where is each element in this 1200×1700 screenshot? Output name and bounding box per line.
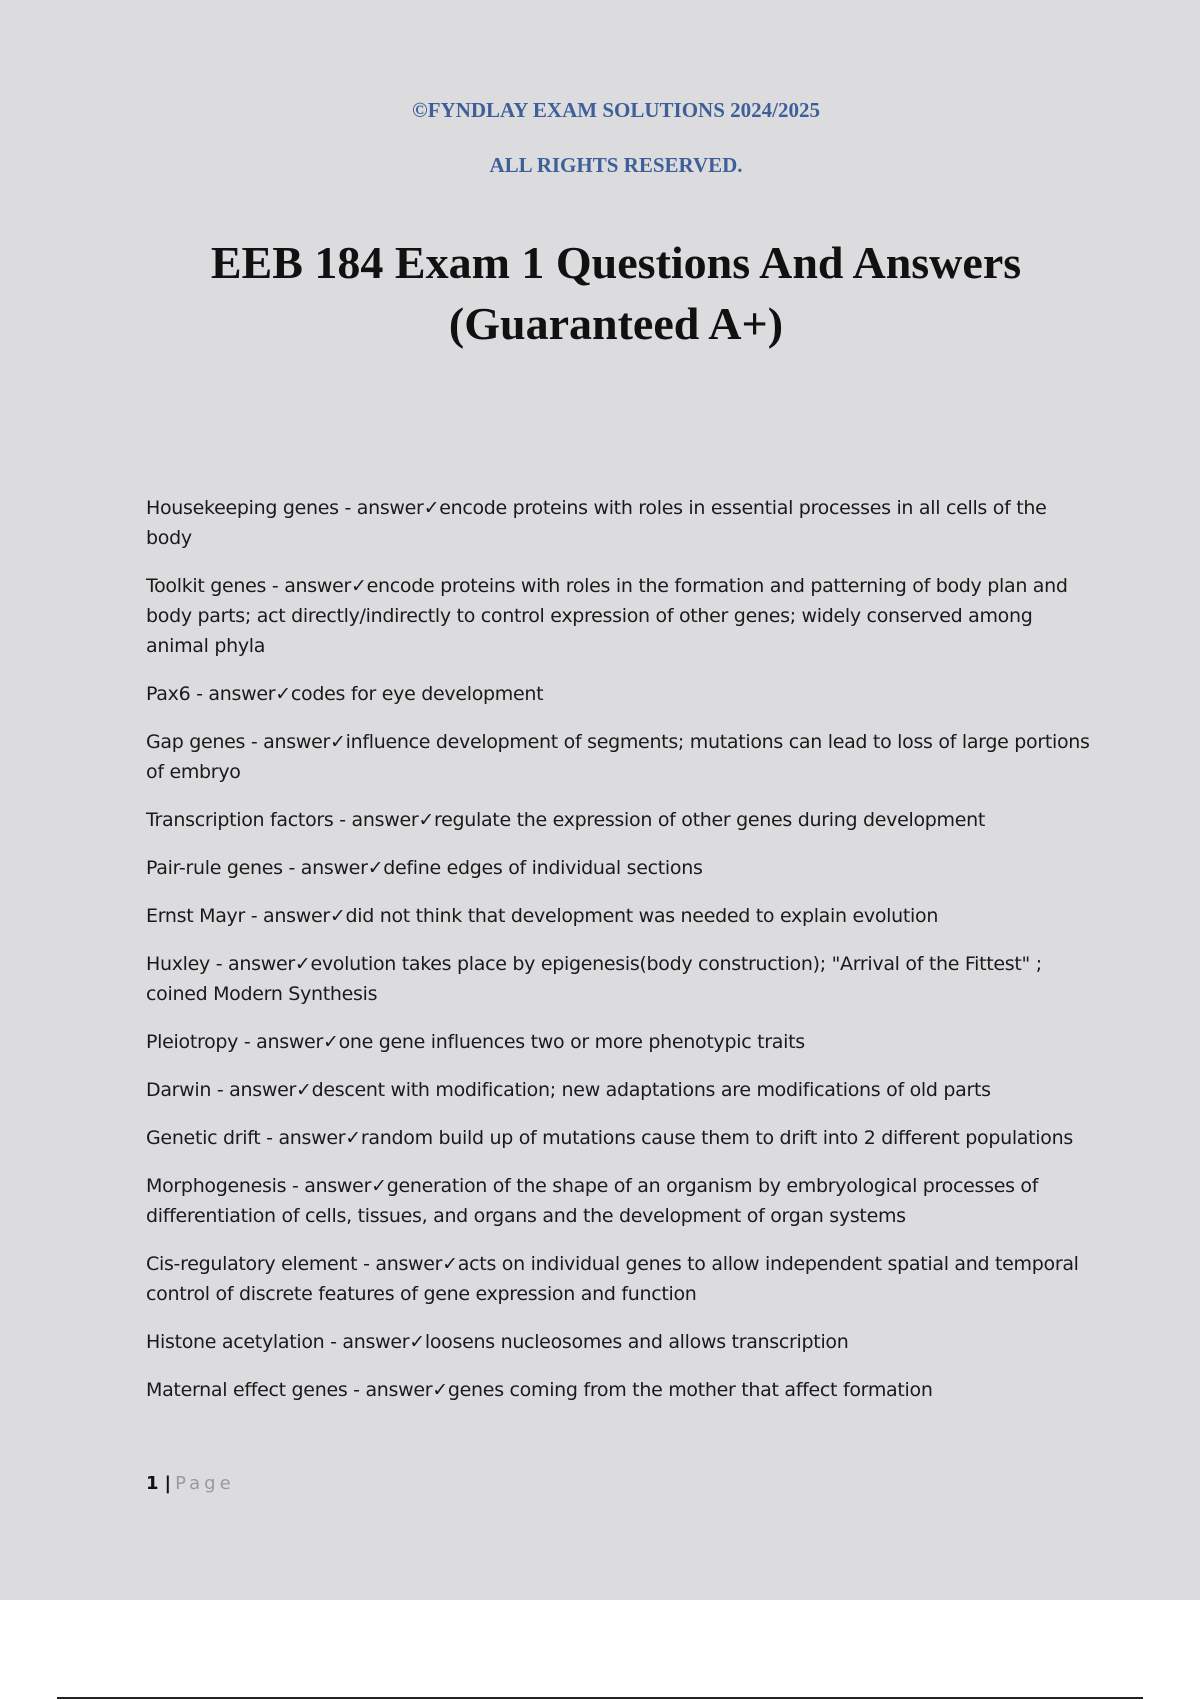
qa-item: Toolkit genes - answer✓encode proteins with roles in the formation and patterning of body plan and body parts; act directly/indirectly to control expression of other genes; widely conserved among animal phyla [146,575,1068,657]
rights-header: ALL RIGHTS RESERVED. [489,153,743,177]
qa-item: Pair-rule genes - answer✓define edges of individual sections [146,857,703,879]
title-line-2: (Guaranteed A+) [448,298,784,349]
title-line-1: EEB 184 Exam 1 Questions And Answers [210,237,1022,288]
qa-item: Pax6 - answer✓codes for eye development [146,683,544,705]
qa-item: Genetic drift - answer✓random build up of mutations cause them to drift into 2 different populations [146,1127,1073,1149]
qa-item: Gap genes - answer✓influence development of segments; mutations can lead to loss of large portions of embryo [146,731,1090,783]
qa-item: Transcription factors - answer✓regulate the expression of other genes during development [146,809,986,831]
qa-list [146,493,1091,1423]
qa-item: Pleiotropy - answer✓one gene influences two or more phenotypic traits [146,1031,805,1053]
qa-item: Huxley - answer✓evolution takes place by epigenesis(body construction); "Arrival of the Fittest" ; coined Modern Synthesis [146,953,1042,1005]
page-label: Page [175,1473,235,1494]
bottom-rule [57,1697,1143,1699]
qa-item: Maternal effect genes - answer✓genes coming from the mother that affect formation [146,1379,933,1401]
document-title [16,232,1200,354]
page-footer [146,1473,235,1494]
qa-item: Ernst Mayr - answer✓did not think that development was needed to explain evolution [146,905,939,927]
page-number: 1 [146,1473,159,1494]
qa-item: Darwin - answer✓descent with modification; new adaptations are modifications of old parts [146,1079,991,1101]
qa-item: Housekeeping genes - answer✓encode proteins with roles in essential processes in all cells of the body [146,497,1047,549]
qa-item: Histone acetylation - answer✓loosens nucleosomes and allows transcription [146,1331,849,1353]
copyright-header: ©FYNDLAY EXAM SOLUTIONS 2024/2025 [412,98,820,122]
qa-item: Morphogenesis - answer✓generation of the shape of an organism by embryological processes of differentiation of cells, tissues, and organs and the development of organ systems [146,1175,1039,1227]
footer-separator: | [164,1473,172,1494]
qa-item: Cis-regulatory element - answer✓acts on individual genes to allow independent spatial and temporal control of discrete features of gene expression and function [146,1253,1079,1305]
